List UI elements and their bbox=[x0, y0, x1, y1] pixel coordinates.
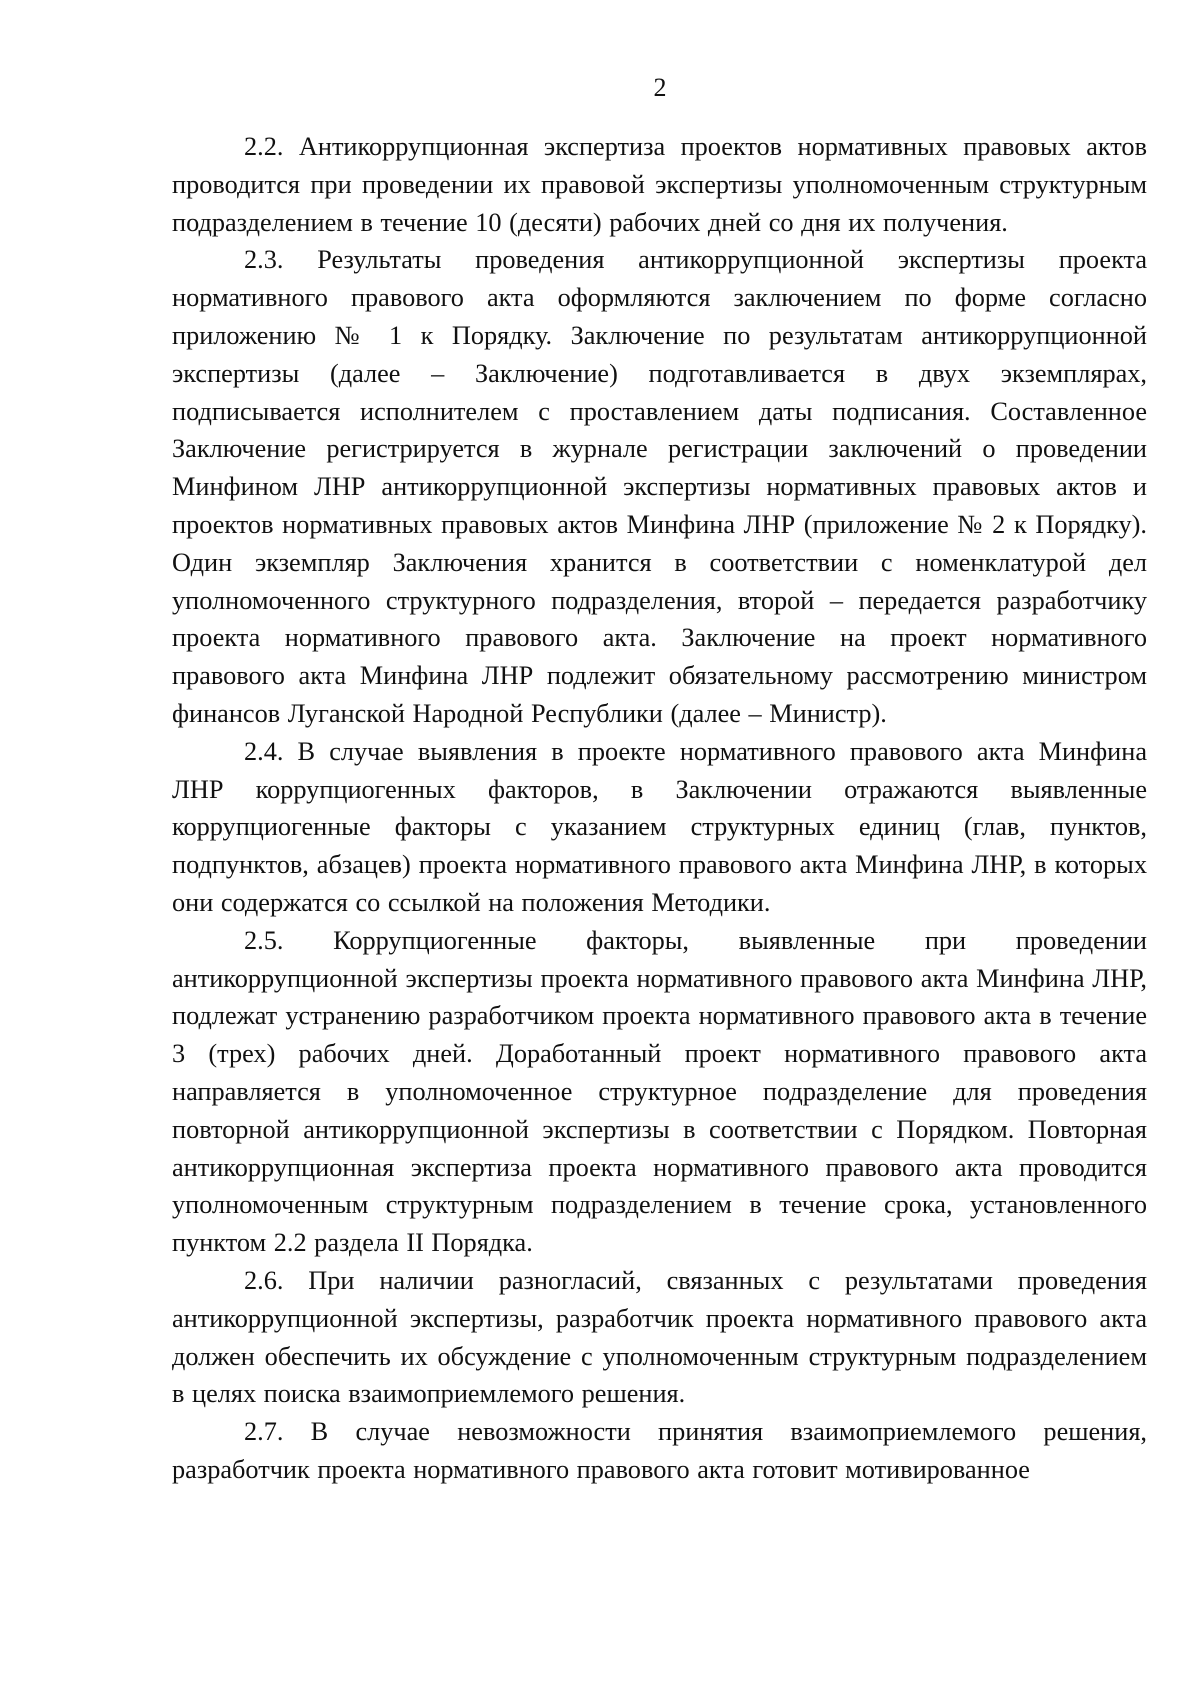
paragraph-2-5: 2.5. Коррупциогенные факторы, выявленные при проведении антикоррупционной экспертизы проекта нормативного правового акта Минфина ЛНР, подлежат устранению разработчиком проекта нормативного правового акта в течение 3 (трех) рабочих дней. Доработанный проект нормативного правового акта направляется в уполномоченное структурное подразделение для проведения повторной антикоррупционной экспертизы в соответствии с Порядком. Повторная антикоррупционная экспертиза проекта нормативного правового акта проводится уполномоченным структурным подразделением в течение срока, установленного пунктом 2.2 раздела II Порядка. bbox=[172, 925, 1147, 1258]
document-body bbox=[172, 128, 1147, 1489]
paragraph-2-4: 2.4. В случае выявления в проекте нормативного правового акта Минфина ЛНР коррупциогенных факторов, в Заключении отражаются выявленные коррупциогенные факторы с указанием структурных единиц (глав, пунктов, подпунктов, абзацев) проекта нормативного правового акта Минфина ЛНР, в которых они содержатся со ссылкой на положения Методики. bbox=[172, 736, 1147, 917]
paragraph-2-2: 2.2. Антикоррупционная экспертиза проектов нормативных правовых актов проводится при проведении их правовой экспертизы уполномоченным структурным подразделением в течение 10 (десяти) рабочих дней со дня их получения. bbox=[172, 132, 1147, 237]
paragraph-2-7: 2.7. В случае невозможности принятия взаимоприемлемого решения, разработчик проекта нормативного правового акта готовит мотивированное bbox=[172, 1417, 1147, 1484]
page-number: 2 bbox=[653, 73, 667, 102]
paragraph-2-6: 2.6. При наличии разногласий, связанных с результатами проведения антикоррупционной экспертизы, разработчик проекта нормативного правового акта должен обеспечить их обсуждение с уполномоченным структурным подразделением в целях поиска взаимоприемлемого решения. bbox=[172, 1265, 1147, 1409]
paragraph-2-3: 2.3. Результаты проведения антикоррупционной экспертизы проекта нормативного правового акта оформляются заключением по форме согласно приложению № 1 к Порядку. Заключение по результатам антикоррупционной экспертизы (далее – Заключение) подготавливается в двух экземплярах, подписывается исполнителем с проставлением даты подписания. Составленное Заключение регистрируется в журнале регистрации заключений о проведении Минфином ЛНР антикоррупционной экспертизы нормативных правовых актов и проектов нормативных правовых актов Минфина ЛНР (приложение № 2 к Порядку). Один экземпляр Заключения хранится в соответствии с номенклатурой дел уполномоченного структурного подразделения, второй – передается разработчику проекта нормативного правового акта. Заключение на проект нормативного правового акта Минфина ЛНР подлежит обязательному рассмотрению министром финансов Луганской Народной Республики (далее – Министр). bbox=[172, 245, 1147, 728]
